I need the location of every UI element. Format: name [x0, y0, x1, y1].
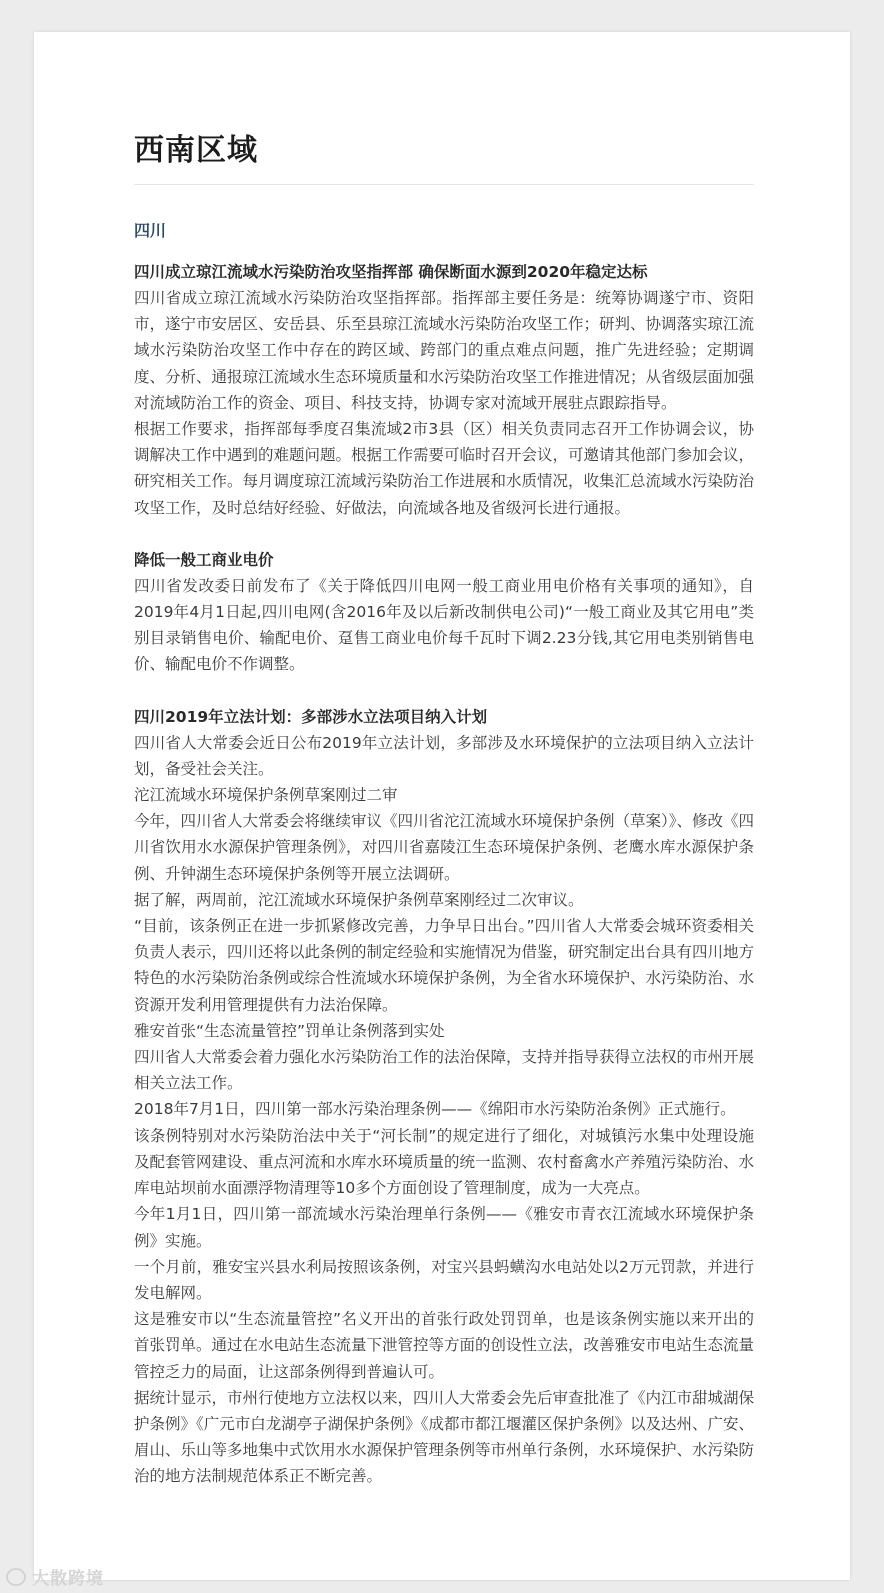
paragraph: 沱江流域水环境保护条例草案刚过二审 [134, 786, 398, 805]
article-title: 四川2019年立法计划：多部涉水立法项目纳入计划 [134, 707, 488, 726]
paragraph: 该条例特别对水污染防治法中关于“河长制”的规定进行了细化，对城镇污水集中处理设施及配套管网建设、重点河流和水库水环境质量的统一监测、农村畜禽水产养殖污染防治、水库电站坝前水面漂浮物清理等10多个方面创设了管理制度，成为一大亮点。 [134, 1126, 755, 1198]
article-content [134, 130, 754, 1516]
article-section [134, 259, 754, 521]
paragraph: 今年，四川省人大常委会将继续审议《四川省沱江流域水环境保护条例（草案）》、修改《四川省饮用水水源保护管理条例》，对四川省嘉陵江生态环境保护条例、老鹰水库水源保护条例、升钟湖生态环境保护条例等开展立法调研。 [134, 812, 755, 883]
page-title: 西南区域 [134, 130, 754, 185]
watermark-text: 大散跨境 [32, 1569, 104, 1589]
article-card [34, 32, 850, 1580]
paragraph: 一个月前，雅安宝兴县水利局按照该条例，对宝兴县蚂蟥沟水电站处以2万元罚款，并进行发电解网。 [134, 1257, 754, 1302]
article-title: 降低一般工商业电价 [134, 550, 274, 569]
paragraph: 据了解，两周前，沱江流域水环境保护条例草案刚经过二次审议。 [134, 890, 584, 909]
article-section [134, 547, 754, 678]
paragraph: 四川省人大常委会着力强化水污染防治工作的法治保障，支持并指导获得立法权的市州开展相关立法工作。 [134, 1048, 755, 1093]
article-section [134, 704, 754, 1490]
paragraph: 雅安首张“生态流量管控”罚单让条例落到实处 [134, 1021, 445, 1040]
paragraph: “目前，该条例正在进一步抓紧修改完善，力争早日出台。”四川省人大常委会城环资委相关负责人表示，四川还将以此条例的制定经验和实施情况为借鉴，研究制定出台具有四川地方特色的水污染防治条例或综合性流域水环境保护条例，为全省水环境保护、水污染防治、水资源开发利用管理提供有力法治保障。 [134, 917, 755, 1014]
paragraph: 根据工作要求，指挥部每季度召集流域2市3县（区）相关负责同志召开工作协调会议，协调解决工作中遇到的难题问题。根据工作需要可临时召开会议，可邀请其他部门参加会议，研究相关工作。每月调度琼江流域污染防治工作进展和水质情况，收集汇总流域水污染防治攻坚工作，及时总结好经验、好做法，向流域各地及省级河长进行通报。 [134, 420, 755, 517]
paragraph: 四川省人大常委会近日公布2019年立法计划，多部涉及水环境保护的立法项目纳入立法计划，备受社会关注。 [134, 733, 754, 778]
paragraph: 这是雅安市以“生态流量管控”名义开出的首张行政处罚罚单，也是该条例实施以来开出的首张罚单。通过在水电站生态流量下泄管控等方面的创设性立法，改善雅安市电站生态流量管控乏力的局面，让这部条例得到普遍认可。 [134, 1310, 755, 1381]
paragraph: 四川省发改委日前发布了《关于降低四川电网一般工商业用电价格有关事项的通知》，自2019年4月1日起,四川电网(含2016年及以后新改制供电公司)“一般工商业及其它用电”类别目录销售电价、输配电价、趸售工商业电价每千瓦时下调2.23分钱,其它用电类别销售电价、输配电价不作调整。 [134, 576, 754, 674]
watermark-logo-icon [6, 1568, 26, 1586]
article-title: 四川成立琼江流域水污染防治攻坚指挥部 确保断面水源到2020年稳定达标 [134, 263, 648, 281]
province-heading: 四川 [134, 221, 167, 240]
paragraph: 四川省成立琼江流域水污染防治攻坚指挥部。指挥部主要任务是：统筹协调遂宁市、资阳市，遂宁市安居区、安岳县、乐至县琼江流域水污染防治攻坚工作；研判、协调落实琼江流域水污染防治攻坚工作中存在的跨区域、跨部门的重点难点问题，推广先进经验；定期调度、分析、通报琼江流域水生态环境质量和水污染防治攻坚工作推进情况；从省级层面加强对流域防治工作的资金、项目、科技支持，协调专家对流域开展驻点跟踪指导。 [134, 289, 755, 412]
paragraph: 据统计显示，市州行使地方立法权以来，四川人大常委会先后审查批准了《内江市甜城湖保护条例》《广元市白龙湖亭子湖保护条例》《成都市都江堰灌区保护条例》以及达州、广安、眉山、乐山等多地集中式饮用水水源保护管理条例等市州单行条例，水环境保护、水污染防治的地方法制规范体系正不断完善。 [134, 1388, 755, 1486]
paragraph: 今年1月1日，四川第一部流域水污染治理单行条例——《雅安市青衣江流域水环境保护条例》实施。 [134, 1205, 754, 1250]
watermark [6, 1564, 104, 1589]
paragraph: 2018年7月1日，四川第一部水污染治理条例——《绵阳市水污染防治条例》正式施行。 [134, 1100, 736, 1119]
